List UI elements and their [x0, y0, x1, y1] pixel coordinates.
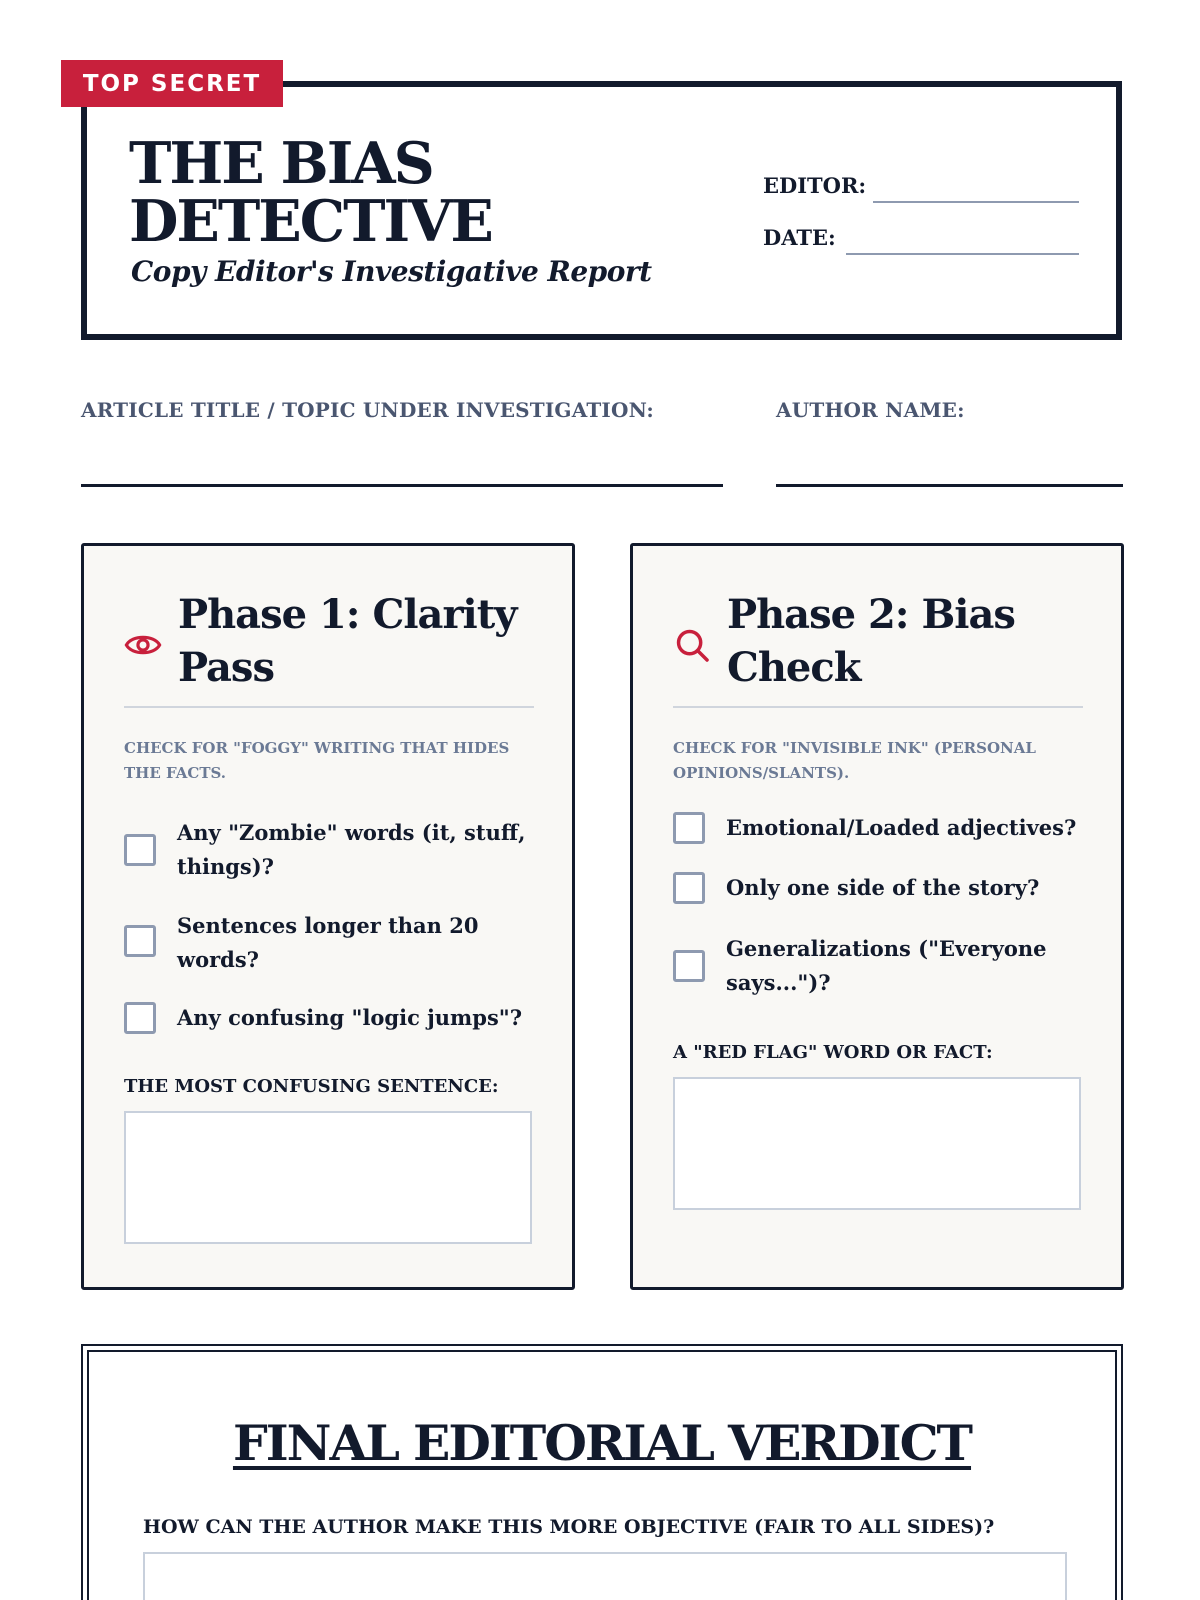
- verdict-panel: [81, 1344, 1123, 1600]
- article-title-field[interactable]: [81, 484, 723, 487]
- editor-label: EDITOR:: [763, 173, 867, 198]
- checkbox[interactable]: [673, 950, 705, 982]
- checkbox[interactable]: [124, 834, 156, 866]
- date-label: DATE:: [763, 225, 836, 250]
- divider: [124, 706, 534, 708]
- editor-field[interactable]: [873, 201, 1079, 203]
- checkbox[interactable]: [673, 812, 705, 844]
- red-flag-input[interactable]: [673, 1077, 1081, 1210]
- phase-2-title: Phase 2: Bias Check: [727, 591, 1015, 691]
- checklist-item-label: Any "Zombie" words (it, stuff, things)?: [177, 820, 526, 879]
- checklist-item-label: Emotional/Loaded adjectives?: [726, 815, 1077, 840]
- author-name-label: AUTHOR NAME:: [776, 398, 965, 422]
- verdict-title: FINAL EDITORIAL VERDICT: [232, 1414, 972, 1472]
- report-header: [81, 81, 1122, 340]
- verdict-answer-input[interactable]: [143, 1552, 1067, 1600]
- divider: [673, 706, 1083, 708]
- verdict-inner-frame: [87, 1350, 1117, 1600]
- report-title-line-2: DETECTIVE: [129, 188, 492, 255]
- phase-2-answer-label: A "RED FLAG" WORD OR FACT:: [673, 1042, 993, 1063]
- checkbox[interactable]: [673, 872, 705, 904]
- author-name-field[interactable]: [776, 484, 1123, 487]
- report-subtitle: Copy Editor's Investigative Report: [131, 255, 652, 288]
- phase-2-panel: [630, 543, 1124, 1290]
- article-title-label: ARTICLE TITLE / TOPIC UNDER INVESTIGATION:: [81, 398, 654, 422]
- phase-1-answer-label: THE MOST CONFUSING SENTENCE:: [124, 1076, 499, 1097]
- eye-icon: [124, 626, 162, 664]
- checklist-item-label: Generalizations ("Everyone says...")?: [726, 936, 1047, 995]
- phase-1-title: Phase 1: Clarity Pass: [178, 591, 517, 691]
- phase-2-hint: CHECK FOR "INVISIBLE INK" (PERSONAL OPINIONS/SLANTS).: [673, 739, 1036, 782]
- search-icon: [673, 626, 711, 664]
- phase-1-panel: [81, 543, 575, 1290]
- checkbox[interactable]: [124, 1002, 156, 1034]
- checklist-item-label: Any confusing "logic jumps"?: [177, 1005, 523, 1030]
- verdict-question: HOW CAN THE AUTHOR MAKE THIS MORE OBJECTIVE (FAIR TO ALL SIDES)?: [143, 1516, 995, 1538]
- top-secret-stamp: TOP SECRET: [61, 60, 283, 107]
- date-field[interactable]: [846, 253, 1079, 255]
- report-title-line-1: THE BIAS: [129, 130, 433, 197]
- confusing-sentence-input[interactable]: [124, 1111, 532, 1244]
- phase-1-hint: CHECK FOR "FOGGY" WRITING THAT HIDES THE FACTS.: [124, 739, 510, 782]
- checkbox[interactable]: [124, 925, 156, 957]
- checklist-item-label: Only one side of the story?: [726, 875, 1040, 900]
- checklist-item-label: Sentences longer than 20 words?: [177, 913, 479, 972]
